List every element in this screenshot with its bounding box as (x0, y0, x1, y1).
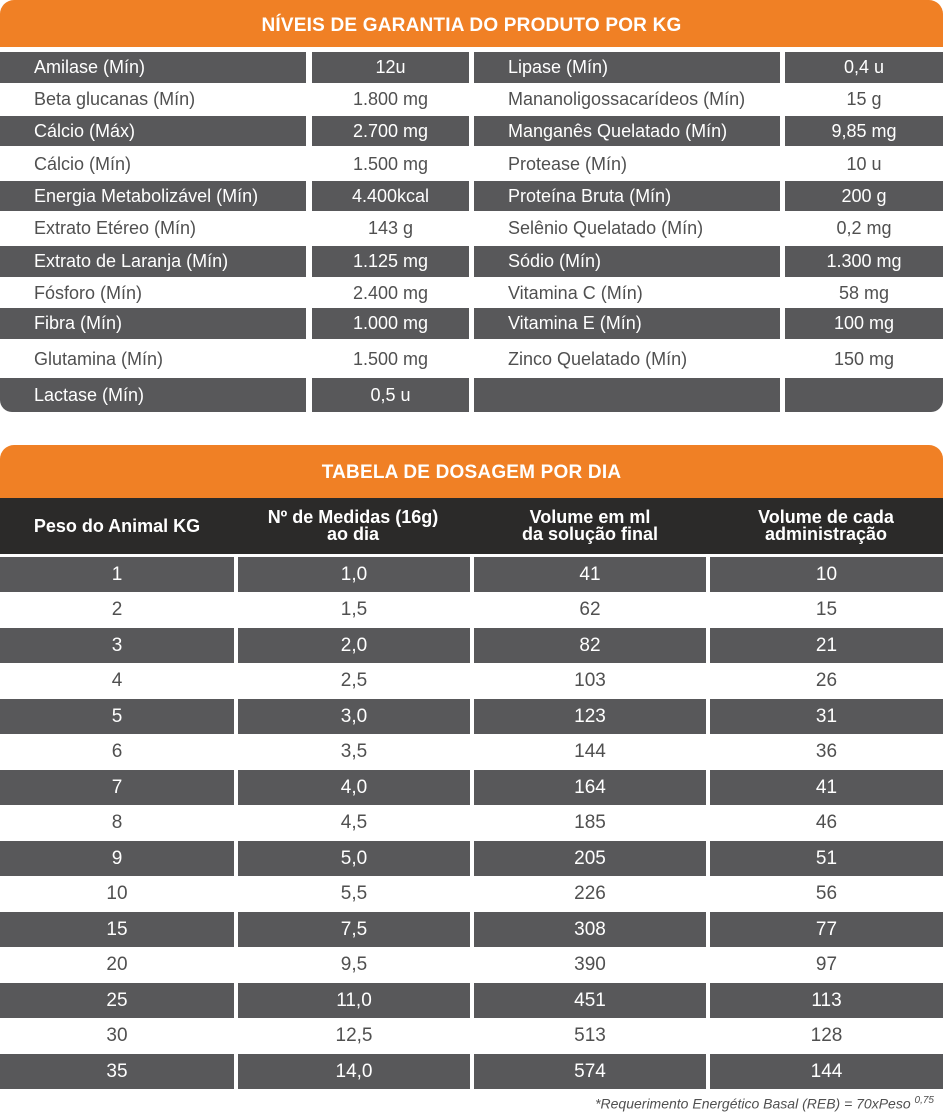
dosage-row (0, 557, 943, 592)
volume-cell: 513 (574, 1025, 606, 1046)
guarantee-label-right: Lipase (Mín) (474, 52, 780, 83)
volume-cell: 123 (474, 699, 706, 734)
guarantee-value-left: 2.400 mg (352, 282, 429, 303)
guarantee-value-left: 1.500 mg (352, 348, 429, 369)
col-header-measures: Nº de Medidas (16g) ao dia (267, 507, 439, 544)
admin-volume-cell: 31 (710, 699, 943, 734)
admin-volume-cell: 97 (815, 954, 838, 975)
guarantee-value-left: 0,5 u (312, 378, 469, 412)
dosage-table (0, 445, 943, 1095)
admin-volume-cell: 128 (810, 1025, 843, 1046)
volume-cell: 574 (474, 1054, 706, 1089)
guarantee-value-left: 1.000 mg (312, 308, 469, 339)
guarantee-value-left: 1.125 mg (312, 246, 469, 277)
weight-cell: 6 (111, 741, 123, 762)
guarantee-table (0, 0, 943, 413)
guarantee-row (0, 378, 943, 412)
dosage-title: TABELA DE DOSAGEM POR DIA (0, 445, 943, 498)
weight-cell: 30 (106, 1025, 128, 1046)
dosage-row (0, 806, 943, 841)
admin-volume-cell: 15 (815, 599, 838, 620)
weight-cell: 2 (111, 599, 123, 620)
guarantee-label-right: Vitamina E (Mín) (474, 308, 780, 339)
guarantee-label-left: Cálcio (Máx) (0, 116, 306, 146)
guarantee-label-left: Glutamina (Mín) (34, 348, 164, 369)
guarantee-title: NÍVEIS DE GARANTIA DO PRODUTO POR KG (0, 0, 943, 47)
weight-cell: 4 (111, 670, 123, 691)
volume-cell: 451 (474, 983, 706, 1018)
guarantee-value-left: 1.500 mg (352, 153, 429, 174)
guarantee-label-right: Mananoligossacarídeos (Mín) (508, 88, 746, 109)
dosage-row (0, 699, 943, 734)
dosage-row (0, 593, 943, 628)
dosage-row (0, 628, 943, 663)
volume-cell: 308 (474, 912, 706, 947)
guarantee-row (0, 52, 943, 83)
volume-cell: 226 (574, 883, 606, 904)
guarantee-label-right: Proteína Bruta (Mín) (474, 181, 780, 211)
col-header-volume: Volume em ml da solução final (521, 507, 659, 544)
measures-cell: 2,0 (238, 628, 470, 663)
admin-volume-cell: 41 (710, 770, 943, 805)
dosage-row (0, 841, 943, 876)
guarantee-label-left: Lactase (Mín) (0, 378, 306, 412)
weight-cell: 20 (106, 954, 128, 975)
volume-cell: 185 (574, 812, 606, 833)
dosage-row (0, 735, 943, 770)
col-header-weight: Peso do Animal KG (33, 515, 201, 536)
dosage-column-headers (0, 498, 943, 554)
dosage-row (0, 770, 943, 805)
admin-volume-cell: 77 (710, 912, 943, 947)
guarantee-label-left: Amilase (Mín) (0, 52, 306, 83)
guarantee-value-right: 150 mg (833, 348, 895, 369)
dosage-row (0, 912, 943, 947)
col-header-admin-volume: Volume de cada administração (758, 507, 894, 544)
dosage-row (0, 1054, 943, 1089)
guarantee-label-left: Beta glucanas (Mín) (34, 88, 196, 109)
measures-cell: 14,0 (238, 1054, 470, 1089)
guarantee-value-right: 15 g (846, 88, 882, 109)
weight-cell: 5 (0, 699, 234, 734)
guarantee-value-right: 10 u (846, 153, 882, 174)
measures-cell: 5,5 (340, 883, 368, 904)
admin-volume-cell: 10 (710, 557, 943, 592)
guarantee-row (0, 181, 943, 211)
weight-cell: 10 (106, 883, 128, 904)
guarantee-label-left: Fibra (Mín) (0, 308, 306, 339)
guarantee-value-right: 1.300 mg (785, 246, 943, 277)
guarantee-row (0, 213, 943, 243)
volume-cell: 82 (474, 628, 706, 663)
measures-cell: 4,0 (238, 770, 470, 805)
weight-cell: 8 (111, 812, 123, 833)
volume-cell: 205 (474, 841, 706, 876)
guarantee-label-right (474, 378, 780, 412)
volume-cell: 62 (579, 599, 601, 620)
guarantee-row (0, 246, 943, 277)
guarantee-label-left: Cálcio (Mín) (34, 153, 132, 174)
guarantee-value-left: 12u (312, 52, 469, 83)
guarantee-row (0, 116, 943, 146)
guarantee-value-left: 4.400kcal (312, 181, 469, 211)
volume-cell: 144 (574, 741, 606, 762)
guarantee-label-right: Sódio (Mín) (474, 246, 780, 277)
guarantee-value-left: 1.800 mg (352, 88, 429, 109)
admin-volume-cell: 46 (815, 812, 838, 833)
guarantee-label-right: Vitamina C (Mín) (508, 282, 643, 303)
guarantee-label-left: Extrato Etéreo (Mín) (34, 217, 197, 238)
measures-cell: 3,5 (340, 741, 368, 762)
guarantee-label-right: Selênio Quelatado (Mín) (508, 217, 704, 238)
guarantee-value-right: 100 mg (785, 308, 943, 339)
guarantee-value-right: 9,85 mg (785, 116, 943, 146)
guarantee-row (0, 149, 943, 179)
admin-volume-cell: 26 (815, 670, 838, 691)
admin-volume-cell: 56 (815, 883, 838, 904)
guarantee-row (0, 308, 943, 339)
admin-volume-cell: 144 (710, 1054, 943, 1089)
dosage-row (0, 664, 943, 699)
admin-volume-cell: 113 (710, 983, 943, 1018)
guarantee-value-left: 143 g (367, 217, 414, 238)
weight-cell: 9 (0, 841, 234, 876)
measures-cell: 11,0 (238, 983, 470, 1018)
volume-cell: 164 (474, 770, 706, 805)
guarantee-label-right: Manganês Quelatado (Mín) (474, 116, 780, 146)
admin-volume-cell: 21 (710, 628, 943, 663)
dosage-row (0, 948, 943, 983)
measures-cell: 5,0 (238, 841, 470, 876)
guarantee-row (0, 84, 943, 114)
measures-cell: 7,5 (238, 912, 470, 947)
measures-cell: 12,5 (335, 1025, 373, 1046)
volume-cell: 41 (474, 557, 706, 592)
guarantee-label-left: Energia Metabolizável (Mín) (0, 181, 306, 211)
measures-cell: 9,5 (340, 954, 368, 975)
guarantee-value-left: 2.700 mg (312, 116, 469, 146)
guarantee-value-right: 200 g (785, 181, 943, 211)
measures-cell: 1,0 (238, 557, 470, 592)
volume-cell: 390 (574, 954, 606, 975)
measures-cell: 2,5 (340, 670, 368, 691)
dosage-row (0, 877, 943, 912)
measures-cell: 1,5 (340, 599, 368, 620)
guarantee-label-left: Fósforo (Mín) (34, 282, 143, 303)
dosage-row (0, 983, 943, 1018)
measures-cell: 4,5 (340, 812, 368, 833)
footnote: *Requerimento Energético Basal (REB) = 70xPeso $^{0,75}$ (595, 1095, 934, 1112)
admin-volume-cell: 36 (815, 741, 838, 762)
guarantee-value-right: 58 mg (838, 282, 890, 303)
guarantee-value-right: 0,4 u (785, 52, 943, 83)
weight-cell: 25 (0, 983, 234, 1018)
guarantee-value-right: 0,2 mg (836, 217, 892, 238)
guarantee-label-right: Zinco Quelatado (Mín) (508, 348, 688, 369)
guarantee-label-left: Extrato de Laranja (Mín) (0, 246, 306, 277)
weight-cell: 3 (0, 628, 234, 663)
weight-cell: 15 (0, 912, 234, 947)
weight-cell: 1 (0, 557, 234, 592)
dosage-row (0, 1019, 943, 1054)
measures-cell: 3,0 (238, 699, 470, 734)
guarantee-row (0, 279, 943, 307)
admin-volume-cell: 51 (710, 841, 943, 876)
volume-cell: 103 (574, 670, 606, 691)
guarantee-row (0, 342, 943, 376)
guarantee-label-right: Protease (Mín) (508, 153, 628, 174)
weight-cell: 7 (0, 770, 234, 805)
weight-cell: 35 (0, 1054, 234, 1089)
guarantee-value-right (785, 378, 943, 412)
